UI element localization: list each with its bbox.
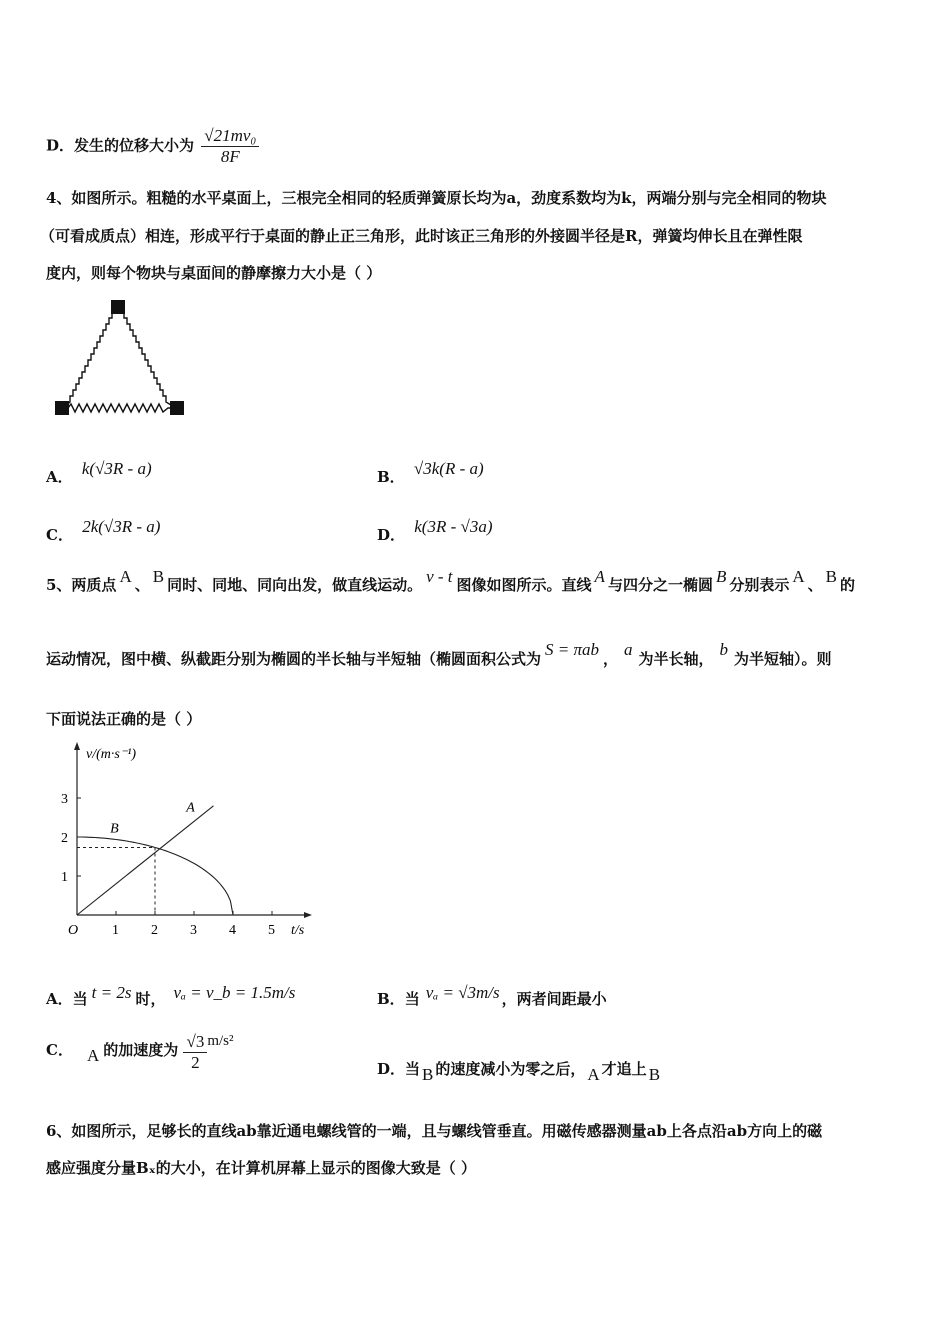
spring-triangle-figure [48,298,193,422]
q4-option-c[interactable] [46,516,161,544]
block-right [170,401,184,415]
option-formula: 2k(√3R - a) [82,517,161,536]
q5-option-b[interactable]: B．当 vₐ = √3m/s ，两者间距最小 [377,983,607,1008]
q6-text-line-1: 6、如图所示，足够长的直线ab靠近通电螺线管的一端，且与螺线管垂直。用磁传感器测量ab上各点沿ab方向上的磁 [46,1122,823,1140]
spring-right [118,308,176,408]
x-axis-arrow [304,912,312,918]
q5-option-d[interactable]: D．当 B 的速度减小为零之后， A 才追上 B [377,1060,661,1084]
x-axis-label: t/s [291,923,305,938]
q6-text-line-2: 感应强度分量Bₓ的大小，在计算机屏幕上显示的图像大致是（ ） [46,1159,477,1177]
option-formula: k(3R - √3a) [414,517,493,536]
x-tick-label: 3 [190,923,197,938]
q4-text-line-2: （可看成质点）相连，形成平行于桌面的静止正三角形，此时该正三角形的外接圆半径是R，弹簧均伸长且在弹性限 [40,227,803,245]
y-axis-label: v/(m·s⁻¹) [86,747,137,762]
q3-option-d [46,126,259,167]
x-tick-label: 2 [151,923,158,938]
q5-option-a[interactable]: A．当 t = 2s 时， vₐ = v_b = 1.5m/s [46,983,296,1008]
q4-option-a[interactable] [46,458,152,486]
x-tick-label: 4 [229,923,236,938]
y-tick-label: 1 [61,870,68,885]
q4-text-line-1: 4、如图所示。粗糙的水平桌面上，三根完全相同的轻质弹簧原长均为a，劲度系数均为k，两端分别与完全相同的物块 [46,189,827,207]
option-label: B． [377,468,405,486]
option-label: C． [46,526,73,544]
q4-option-d[interactable] [377,516,493,544]
option-text: 发生的位移大小为 [74,136,195,155]
q4-text-line-3: 度内，则每个物块与桌面间的静摩擦力大小是（ ） [46,264,382,282]
option-label: A． [46,468,73,486]
formula-fraction: $\frac{\text{√21mv₀}}{8F}$ [201,126,259,167]
spring-bottom [63,404,176,412]
option-formula: √3k(R - a) [413,459,484,478]
vt-chart [50,740,320,945]
q5-option-c[interactable]: C． A 的加速度为 $\frac{√3}{2}$ m/s² [46,1032,234,1072]
series-a-label: A [186,800,195,816]
block-left [55,401,69,415]
y-tick-label: 2 [61,831,68,846]
series-a-line [77,806,214,915]
origin-label: O [68,923,79,938]
option-formula: k(√3R - a) [81,459,152,478]
spring-left [63,308,118,408]
y-tick-label: 3 [61,792,68,807]
y-ticks [61,792,81,885]
series-b-label: B [110,821,119,837]
x-tick-label: 5 [268,923,275,938]
x-tick-label: 1 [112,923,119,938]
q5-text-line-3: 下面说法正确的是（ ） [46,710,202,728]
option-label: D． [377,526,406,544]
q5-text-line-1: 5、两质点 A 、 B 同时、同地、同向出发，做直线运动。 v - t 图像如图所示。直线 A 与四分之一椭圆 B 分别表示 A 、 B 的 [46,567,856,594]
option-label: D． [46,136,75,155]
block-top [111,300,125,314]
y-axis-arrow [74,742,80,750]
q5-text-line-2: 运动情况，图中横、纵截距分别为椭圆的半长轴与半短轴（椭圆面积公式为 S = πab ， a 为半长轴， b 为半短轴）。则 [46,640,832,668]
q4-option-b[interactable] [377,458,484,486]
